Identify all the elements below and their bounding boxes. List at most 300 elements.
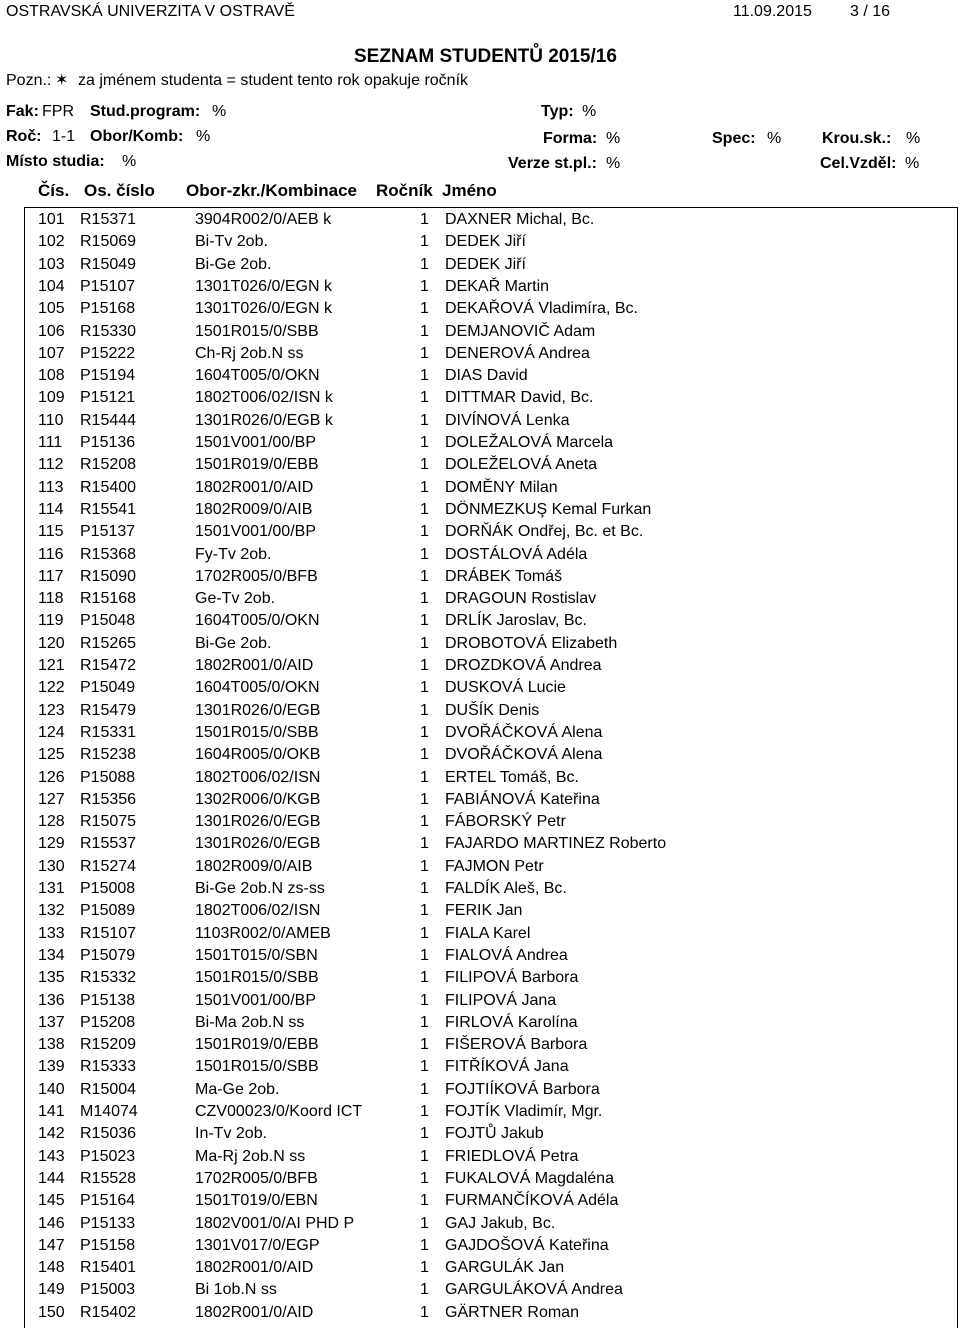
student-id: R15330 — [80, 322, 137, 340]
student-id: P15138 — [80, 991, 136, 1009]
spec-value: % — [767, 130, 782, 147]
student-id: P15164 — [80, 1192, 136, 1210]
field-code: 1301V017/0/EGP — [195, 1236, 320, 1254]
row-number: 101 — [38, 211, 65, 228]
table-row — [25, 612, 957, 634]
table-row — [25, 367, 957, 389]
lifelong-education-label: Cel.Vzděl: — [820, 155, 897, 172]
study-year: 1 — [420, 300, 429, 318]
table-row — [25, 1281, 957, 1303]
study-year: 1 — [420, 277, 429, 295]
field-code: 1301R026/0/EGB — [195, 813, 321, 831]
study-group-value: % — [906, 130, 921, 147]
study-year: 1 — [420, 723, 429, 741]
student-name: GÄRTNER Roman — [445, 1303, 579, 1321]
student-name: DIAS David — [445, 367, 528, 385]
study-year: 1 — [420, 456, 429, 474]
study-year: 1 — [420, 411, 429, 429]
study-year: 1 — [420, 1259, 429, 1277]
table-row — [25, 233, 957, 255]
row-number: 117 — [38, 567, 64, 585]
table-row — [25, 992, 957, 1014]
study-year: 1 — [420, 1147, 429, 1165]
student-name: FOJTIÍKOVÁ Barbora — [445, 1080, 600, 1098]
student-id: R15274 — [80, 857, 137, 875]
student-name: FITŘÍKOVÁ Jana — [445, 1058, 569, 1076]
field-code: 1802R009/0/AIB — [195, 857, 313, 875]
student-id: R15356 — [80, 790, 137, 808]
star-icon: ✶ — [55, 72, 69, 89]
table-row — [25, 1215, 957, 1237]
field-code: Fy-Tv 2ob. — [195, 545, 272, 563]
student-name: DIVÍNOVÁ Lenka — [445, 411, 570, 429]
field-code: 1501R015/0/SBB — [195, 969, 319, 987]
student-name: DEMJANOVIČ Adam — [445, 322, 596, 340]
row-number: 136 — [38, 991, 65, 1009]
student-name: FIRLOVÁ Karolína — [445, 1013, 578, 1031]
field-code: 1702R005/0/BFB — [195, 1169, 318, 1187]
table-row — [25, 746, 957, 768]
study-year: 1 — [420, 1080, 429, 1098]
row-number: 132 — [38, 902, 65, 920]
field-label: Obor/Komb: — [90, 128, 184, 145]
student-name: DORŇÁK Ondřej, Bc. et Bc. — [445, 523, 644, 541]
row-number: 127 — [38, 790, 65, 808]
table-row — [25, 300, 957, 322]
table-row — [25, 679, 957, 701]
field-code: 1802R001/0/AID — [195, 478, 314, 496]
student-id: P15208 — [80, 1013, 136, 1031]
study-year: 1 — [420, 344, 429, 362]
study-year: 1 — [420, 1036, 429, 1054]
year-value: 1-1 — [52, 128, 76, 145]
field-code: 1501V001/00/BP — [195, 991, 316, 1009]
student-id: R15036 — [80, 1125, 137, 1143]
row-number: 140 — [38, 1080, 65, 1098]
plan-version-label: Verze st.pl.: — [508, 155, 597, 172]
field-code: Ch-Rj 2ob.N ss — [195, 344, 304, 362]
student-id: R15208 — [80, 456, 137, 474]
student-name: GARGULÁK Jan — [445, 1259, 565, 1277]
student-name: DEDEK Jiří — [445, 233, 526, 251]
study-year: 1 — [420, 1281, 429, 1299]
study-year: 1 — [420, 1125, 429, 1143]
student-id: R15528 — [80, 1169, 137, 1187]
study-year: 1 — [420, 1236, 429, 1254]
student-id: P15121 — [80, 389, 136, 407]
table-row — [25, 256, 957, 278]
study-year: 1 — [420, 1169, 429, 1187]
student-id: R15400 — [80, 478, 137, 496]
study-year: 1 — [420, 612, 429, 630]
row-number: 129 — [38, 835, 65, 853]
table-row — [25, 211, 957, 233]
study-year: 1 — [420, 790, 429, 808]
row-number: 124 — [38, 723, 65, 741]
row-number: 121 — [38, 657, 65, 674]
table-row — [25, 1237, 957, 1259]
field-code: 1802R001/0/AID — [195, 1259, 314, 1277]
row-number: 108 — [38, 367, 65, 385]
study-year: 1 — [420, 255, 429, 273]
study-year: 1 — [420, 1303, 429, 1321]
student-name: FIŠEROVÁ Barbora — [445, 1036, 588, 1054]
row-number: 122 — [38, 679, 65, 697]
student-id: R15444 — [80, 411, 137, 429]
student-id: P15133 — [80, 1214, 136, 1232]
student-name: DEKAŘ Martin — [445, 277, 550, 295]
student-id: P15136 — [80, 434, 136, 451]
student-name: FRIEDLOVÁ Petra — [445, 1147, 579, 1165]
student-name: ERTEL Tomáš, Bc. — [445, 768, 579, 786]
study-year: 1 — [420, 768, 429, 786]
student-id: P15194 — [80, 367, 136, 385]
field-code: 1501R019/0/EBB — [195, 456, 319, 474]
row-number: 125 — [38, 746, 65, 764]
field-code: 1604T005/0/OKN — [195, 679, 320, 697]
student-name: FERIK Jan — [445, 902, 523, 920]
student-name: DÖNMEZKUŞ Kemal Furkan — [445, 500, 652, 518]
field-code: Ma-Rj 2ob.N ss — [195, 1147, 306, 1165]
study-year: 1 — [420, 813, 429, 831]
field-value: % — [196, 128, 211, 145]
table-row — [25, 345, 957, 367]
student-name: DEDEK Jiří — [445, 255, 526, 273]
table-row — [25, 568, 957, 590]
study-group-label: Krou.sk.: — [822, 130, 892, 147]
field-code: 1501R019/0/EBB — [195, 1036, 319, 1054]
row-number: 133 — [38, 924, 65, 942]
row-number: 107 — [38, 344, 65, 362]
row-number: 148 — [38, 1259, 65, 1277]
study-year: 1 — [420, 500, 429, 518]
student-id: P15137 — [80, 523, 136, 541]
study-year: 1 — [420, 567, 429, 585]
column-header-field: Obor-zkr./Kombinace — [186, 181, 357, 200]
student-name: DOSTÁLOVÁ Adéla — [445, 545, 588, 563]
field-code: 1301R026/0/EGB k — [195, 411, 333, 429]
field-code: Bi-Ge 2ob. — [195, 634, 272, 652]
field-code: Ge-Tv 2ob. — [195, 590, 276, 608]
table-row — [25, 1103, 957, 1125]
student-name: FAJMON Petr — [445, 857, 544, 875]
student-name: DENEROVÁ Andrea — [445, 344, 590, 362]
row-number: 137 — [38, 1013, 65, 1031]
column-header-student-id: Os. číslo — [84, 181, 155, 200]
student-id: R15090 — [80, 567, 137, 585]
table-row — [25, 1259, 957, 1281]
row-number: 103 — [38, 255, 65, 273]
page-title: SEZNAM STUDENTŮ 2015/16 — [354, 46, 617, 67]
student-name: DROZDKOVÁ Andrea — [445, 657, 602, 674]
student-id: R15075 — [80, 813, 137, 831]
student-name: DRAGOUN Rostislav — [445, 590, 597, 608]
student-id: R15331 — [80, 723, 137, 741]
student-id: P15089 — [80, 902, 136, 920]
field-code: Bi 1ob.N ss — [195, 1281, 277, 1299]
table-row — [25, 389, 957, 411]
table-row — [25, 925, 957, 947]
student-id: P15107 — [80, 277, 136, 295]
type-value: % — [582, 103, 597, 120]
study-year: 1 — [420, 478, 429, 496]
student-id: P15008 — [80, 880, 136, 897]
table-row — [25, 1304, 957, 1326]
row-number: 123 — [38, 701, 65, 719]
field-code: 1802V001/0/AI PHD P — [195, 1214, 355, 1232]
field-code: 1501T019/0/EBN — [195, 1192, 318, 1210]
university-name: OSTRAVSKÁ UNIVERZITA V OSTRAVĚ — [6, 3, 295, 20]
student-name: DAXNER Michal, Bc. — [445, 211, 595, 228]
row-number: 135 — [38, 969, 65, 987]
row-number: 143 — [38, 1147, 65, 1165]
study-year: 1 — [420, 1058, 429, 1076]
table-row — [25, 657, 957, 679]
field-code: 1501V001/00/BP — [195, 523, 316, 541]
form-value: % — [606, 130, 621, 147]
row-number: 139 — [38, 1058, 65, 1076]
table-row — [25, 278, 957, 300]
row-number: 104 — [38, 277, 65, 295]
study-place-label: Místo studia: — [6, 153, 105, 170]
student-id: R15368 — [80, 545, 137, 563]
student-id: R15332 — [80, 969, 137, 987]
student-name: FUKALOVÁ Magdaléna — [445, 1169, 614, 1187]
row-number: 120 — [38, 634, 65, 652]
study-year: 1 — [420, 322, 429, 340]
student-name: GARGULÁKOVÁ Andrea — [445, 1281, 623, 1299]
row-number: 111 — [38, 434, 63, 451]
student-id: R15004 — [80, 1080, 137, 1098]
student-id: R15401 — [80, 1259, 137, 1277]
field-code: 1604T005/0/OKN — [195, 612, 320, 630]
student-id: R15371 — [80, 211, 137, 228]
table-row — [25, 1148, 957, 1170]
form-label: Forma: — [543, 130, 598, 147]
study-year: 1 — [420, 233, 429, 251]
field-code: 1604T005/0/OKN — [195, 367, 320, 385]
study-year: 1 — [420, 902, 429, 920]
study-program-value: % — [212, 103, 227, 120]
field-code: 1301T026/0/EGN k — [195, 277, 332, 295]
student-name: FOJTÍK Vladimír, Mgr. — [445, 1103, 603, 1120]
row-number: 109 — [38, 389, 65, 407]
student-name: FURMANČÍKOVÁ Adéla — [445, 1192, 619, 1210]
study-year: 1 — [420, 746, 429, 764]
student-name: FÁBORSKÝ Petr — [445, 813, 566, 831]
student-name: DUSKOVÁ Lucie — [445, 679, 566, 697]
study-year: 1 — [420, 701, 429, 719]
study-year: 1 — [420, 1214, 429, 1232]
student-name: FILIPOVÁ Barbora — [445, 969, 579, 987]
student-id: R15472 — [80, 657, 137, 674]
row-number: 114 — [38, 500, 64, 518]
table-row — [25, 791, 957, 813]
table-row — [25, 434, 957, 456]
student-name: DITTMAR David, Bc. — [445, 389, 594, 407]
study-year: 1 — [420, 946, 429, 964]
student-name: FOJTŮ Jakub — [445, 1125, 544, 1143]
print-date: 11.09.2015 — [733, 3, 812, 20]
student-id: R15265 — [80, 634, 137, 652]
field-code: CZV00023/0/Koord ICT — [195, 1103, 363, 1120]
student-id: P15168 — [80, 300, 136, 318]
student-name: FABIÁNOVÁ Kateřina — [445, 790, 600, 808]
table-row — [25, 947, 957, 969]
field-code: 1702R005/0/BFB — [195, 567, 318, 585]
field-code: 1301R026/0/EGB — [195, 701, 321, 719]
table-row — [25, 1036, 957, 1058]
row-number: 110 — [38, 411, 64, 429]
student-name: DROBOTOVÁ Elizabeth — [445, 634, 618, 652]
field-code: 1501T015/0/SBN — [195, 946, 318, 964]
student-name: DVOŘÁČKOVÁ Alena — [445, 723, 603, 741]
table-row — [25, 590, 957, 612]
lifelong-education-value: % — [905, 155, 920, 172]
field-code: Bi-Ge 2ob. — [195, 255, 272, 273]
student-name: DOLEŽALOVÁ Marcela — [445, 434, 614, 451]
student-id: R15107 — [80, 924, 137, 942]
row-number: 105 — [38, 300, 65, 318]
student-id: P15003 — [80, 1281, 136, 1299]
table-row — [25, 858, 957, 880]
student-id: M14074 — [80, 1103, 138, 1120]
row-number: 115 — [38, 523, 64, 541]
field-code: Ma-Ge 2ob. — [195, 1080, 280, 1098]
table-row — [25, 523, 957, 545]
student-name: FIALOVÁ Andrea — [445, 946, 568, 964]
row-number: 102 — [38, 233, 65, 251]
field-code: 1802T006/02/ISN — [195, 902, 321, 920]
study-year: 1 — [420, 434, 429, 451]
row-number: 141 — [38, 1103, 65, 1120]
student-id: P15049 — [80, 679, 136, 697]
row-number: 106 — [38, 322, 65, 340]
table-row — [25, 323, 957, 345]
student-name: GAJDOŠOVÁ Kateřina — [445, 1236, 609, 1254]
student-id: P15158 — [80, 1236, 136, 1254]
field-code: Bi-Ge 2ob.N zs-ss — [195, 880, 325, 897]
field-code: Bi-Ma 2ob.N ss — [195, 1013, 305, 1031]
row-number: 128 — [38, 813, 65, 831]
field-code: 1501V001/00/BP — [195, 434, 316, 451]
student-id: R15069 — [80, 233, 137, 251]
student-id: P15088 — [80, 768, 136, 786]
field-code: 1501R015/0/SBB — [195, 322, 319, 340]
field-code: Bi-Tv 2ob. — [195, 233, 268, 251]
student-name: DOLEŽELOVÁ Aneta — [445, 456, 598, 474]
student-id: R15168 — [80, 590, 137, 608]
student-id: P15048 — [80, 612, 136, 630]
field-code: 1604R005/0/OKB — [195, 746, 321, 764]
student-name: DRÁBEK Tomáš — [445, 567, 563, 585]
field-code: 1301T026/0/EGN k — [195, 300, 332, 318]
table-row — [25, 902, 957, 924]
student-name: GAJ Jakub, Bc. — [445, 1214, 556, 1232]
table-row — [25, 835, 957, 857]
study-year: 1 — [420, 590, 429, 608]
spec-label: Spec: — [712, 130, 756, 147]
type-label: Typ: — [541, 103, 574, 120]
student-id: R15209 — [80, 1036, 137, 1054]
field-code: 1802T006/02/ISN — [195, 768, 321, 786]
field-code: 3904R002/0/AEB k — [195, 211, 332, 228]
row-number: 147 — [38, 1236, 65, 1254]
student-id: R15333 — [80, 1058, 137, 1076]
table-row — [25, 880, 957, 902]
page-number: 3 / 16 — [850, 3, 891, 20]
table-row — [25, 1058, 957, 1080]
table-row — [25, 724, 957, 746]
student-id: R15238 — [80, 746, 137, 764]
row-number: 113 — [38, 478, 64, 496]
table-row — [25, 1170, 957, 1192]
study-year: 1 — [420, 924, 429, 942]
student-name: DRLÍK Jaroslav, Bc. — [445, 612, 587, 630]
study-year: 1 — [420, 991, 429, 1009]
row-number: 126 — [38, 768, 65, 786]
note-label: Pozn.: — [6, 72, 52, 89]
student-name: FIALA Karel — [445, 924, 531, 942]
student-id: R15479 — [80, 701, 137, 719]
student-id: P15023 — [80, 1147, 136, 1165]
study-year: 1 — [420, 523, 429, 541]
student-id: R15049 — [80, 255, 137, 273]
table-row — [25, 769, 957, 791]
student-name: DOMĚNY Milan — [445, 478, 558, 496]
study-place-value: % — [122, 153, 137, 170]
table-row — [25, 479, 957, 501]
row-number: 146 — [38, 1214, 65, 1232]
study-year: 1 — [420, 634, 429, 652]
table-row — [25, 702, 957, 724]
field-code: 1802R001/0/AID — [195, 657, 314, 674]
study-year: 1 — [420, 835, 429, 853]
student-name: FALDÍK Aleš, Bc. — [445, 880, 567, 897]
field-code: In-Tv 2ob. — [195, 1125, 268, 1143]
table-row — [25, 813, 957, 835]
study-year: 1 — [420, 1013, 429, 1031]
field-code: 1501R015/0/SBB — [195, 723, 319, 741]
row-number: 149 — [38, 1281, 65, 1299]
table-row — [25, 1125, 957, 1147]
table-row — [25, 969, 957, 991]
row-number: 131 — [38, 880, 65, 897]
row-number: 118 — [38, 590, 64, 608]
row-number: 112 — [38, 456, 64, 474]
table-row — [25, 1192, 957, 1214]
row-number: 150 — [38, 1303, 65, 1321]
field-code: 1302R006/0/KGB — [195, 790, 321, 808]
row-number: 142 — [38, 1125, 65, 1143]
study-year: 1 — [420, 1103, 429, 1120]
student-id: P15079 — [80, 946, 136, 964]
row-number: 116 — [38, 545, 64, 563]
column-header-year: Ročník — [376, 181, 433, 200]
field-code: 1103R002/0/AMEB — [195, 924, 331, 942]
faculty-value: FPR — [42, 103, 74, 120]
column-header-name: Jméno — [442, 181, 497, 200]
student-name: FILIPOVÁ Jana — [445, 991, 557, 1009]
study-year: 1 — [420, 657, 429, 674]
plan-version-value: % — [606, 155, 621, 172]
table-row — [25, 501, 957, 523]
study-year: 1 — [420, 367, 429, 385]
study-year: 1 — [420, 679, 429, 697]
student-id: R15537 — [80, 835, 137, 853]
study-year: 1 — [420, 545, 429, 563]
row-number: 130 — [38, 857, 65, 875]
